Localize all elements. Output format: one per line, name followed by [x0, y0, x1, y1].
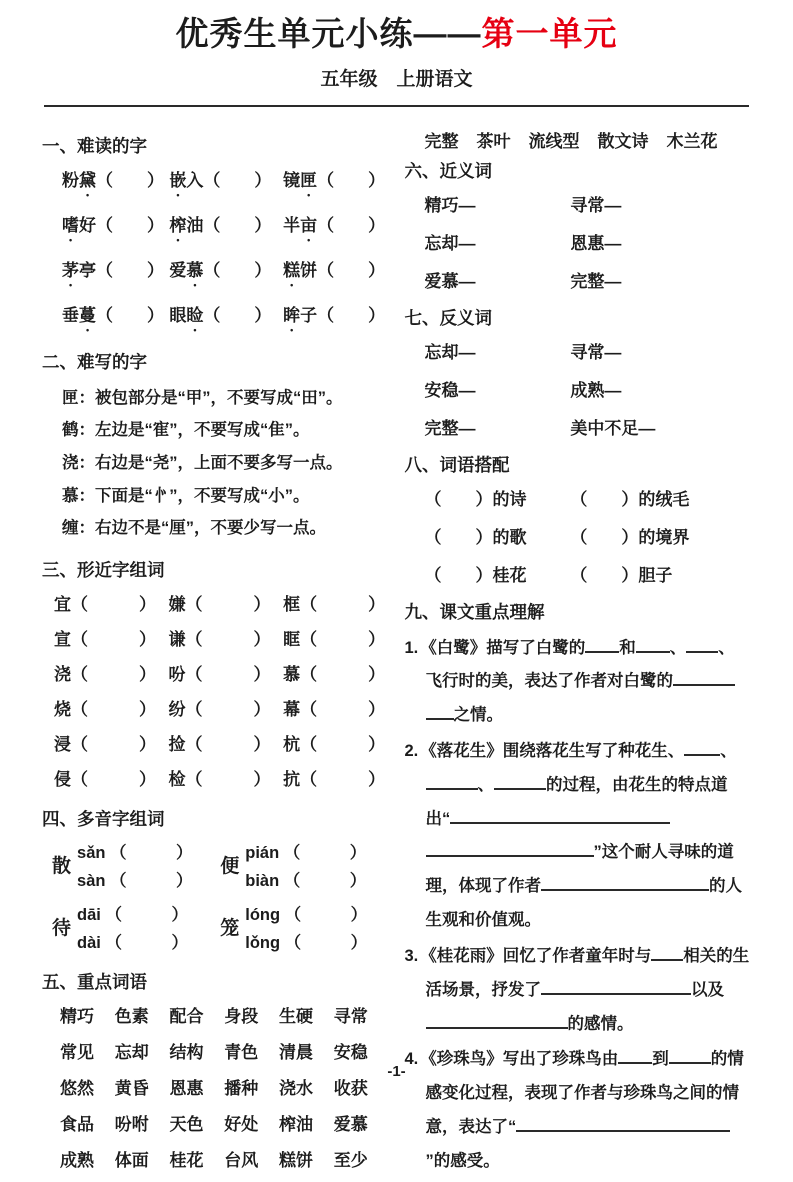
pinyin-paren-blank: （ ）: [96, 170, 164, 190]
polyphone-readings: [245, 839, 366, 891]
section-8-heading: 八、词语搭配: [404, 454, 510, 475]
s8-row: [405, 485, 752, 510]
section-6-heading: 六、近义词: [404, 160, 492, 181]
similar-char: 眶: [283, 629, 301, 649]
key-word: 收获: [333, 1078, 368, 1098]
hard-read-item: [283, 256, 388, 290]
key-words-continued-row: [405, 127, 752, 152]
section-9-heading: 九、课文重点理解: [404, 601, 545, 622]
key-word: 清晨: [279, 1042, 313, 1062]
key-word: 桂花: [169, 1150, 204, 1170]
similar-char: 框: [283, 594, 301, 614]
question-number: 1.: [404, 638, 419, 657]
synonym-item: 忘却—: [424, 233, 476, 253]
polyphone-group: [220, 839, 388, 891]
hard-read-item: [62, 256, 169, 290]
key-word: 悠然: [60, 1078, 94, 1098]
word-paren-blank: （ ）: [110, 843, 193, 862]
key-word: 爱慕: [333, 1114, 368, 1134]
similar-char-cell: [169, 695, 284, 720]
synonym-item: 恩惠—: [570, 233, 622, 253]
word-paren-blank: （ ）: [284, 905, 368, 924]
antonym-item: 完整—: [424, 418, 476, 438]
word-paren-blank: （ ）: [185, 769, 271, 789]
word-paren-blank: （ ）: [105, 905, 188, 924]
hard-read-word: 糕饼: [283, 260, 318, 280]
key-word: 成熟: [60, 1150, 94, 1170]
question-text: ”这个耐人寻味的道理，体现了作者: [425, 843, 734, 896]
polyphone-char: 笼: [220, 918, 240, 940]
key-word: 好处: [224, 1114, 259, 1134]
polyphone-readings: [245, 901, 367, 953]
hard-write-line: 浇：右边是“尧”，上面不要多写一点。: [62, 453, 343, 472]
similar-char-cell: [169, 625, 284, 650]
hard-write-notes: [42, 382, 389, 545]
key-word: 安稳: [333, 1042, 368, 1062]
question-text: 、: [477, 775, 494, 794]
collocation-item: （ ）的境界: [570, 527, 690, 547]
section-3-heading: 三、形近字组词: [42, 559, 165, 580]
s8-row: [405, 561, 752, 586]
question-text: 和: [619, 638, 636, 657]
key-word: 吩咐: [114, 1114, 149, 1134]
pinyin-paren-blank: （ ）: [96, 215, 164, 235]
hard-read-words-grid: [42, 166, 389, 335]
similar-char: 烧: [54, 699, 71, 719]
pinyin-paren-blank: （ ）: [96, 260, 164, 280]
key-word: 恩惠: [169, 1078, 204, 1098]
polyphone-readings: [77, 839, 193, 891]
similar-char: 浸: [54, 734, 71, 754]
pinyin-paren-blank: （ ）: [203, 260, 272, 280]
synonym-item: 寻常—: [570, 195, 622, 215]
key-word: 台风: [224, 1150, 259, 1170]
question-text: 、: [669, 638, 687, 657]
synonym-item: 完整—: [570, 271, 622, 291]
question-text: 相关的生活场景，抒发了: [425, 946, 750, 999]
similar-char-cell: [169, 730, 284, 755]
pinyin-reading: [245, 867, 366, 891]
question-item: [405, 940, 752, 1041]
pinyin-paren-blank: （ ）: [96, 305, 164, 325]
key-word: 流线型: [528, 131, 580, 151]
pinyin-text: sǎn: [77, 843, 111, 862]
fill-blank: [426, 775, 478, 790]
fill-blank: [426, 1014, 568, 1029]
s7-row: [405, 414, 752, 439]
fill-blank: [541, 876, 709, 891]
pinyin-paren-blank: （ ）: [203, 170, 272, 190]
similar-char: 抗: [283, 769, 301, 789]
key-word: 榨油: [279, 1114, 313, 1134]
fill-blank: [494, 775, 546, 790]
word-paren-blank: （ ）: [105, 933, 188, 952]
question-text: 《白鹭》描写了白鹭的: [420, 638, 586, 657]
word-paren-blank: （ ）: [283, 843, 367, 862]
key-word: 黄昏: [114, 1078, 149, 1098]
question-text: 到: [652, 1050, 669, 1069]
similar-char-cell: [283, 695, 388, 720]
similar-char: 吩: [168, 664, 186, 684]
word-paren-blank: （ ）: [300, 664, 386, 684]
key-word: 食品: [60, 1114, 94, 1134]
antonym-item: 忘却—: [424, 342, 476, 362]
question-text: 的人生观和价值观。: [425, 877, 742, 930]
similar-char-cell: [54, 730, 169, 755]
hard-read-item: [169, 301, 283, 335]
question-text: 《落花生》围绕落花生写了种花生、: [420, 742, 685, 761]
key-word: 散文诗: [597, 131, 649, 151]
word-paren-blank: （ ）: [71, 664, 156, 684]
comprehension-questions: [405, 632, 752, 1179]
hard-read-word: 镜匣: [283, 170, 318, 190]
s7-row: [405, 376, 752, 401]
section-4-heading: 四、多音字组词: [42, 808, 165, 829]
page-number: -1-: [387, 1063, 406, 1080]
question-text: 的过程，由花生的特点道出“: [425, 775, 728, 828]
word-paren-blank: （ ）: [300, 629, 386, 649]
word-paren-blank: （ ）: [300, 699, 386, 719]
section-1-heading: 一、难读的字: [42, 135, 147, 156]
hard-read-word: 眼睑: [169, 305, 204, 325]
similar-char-cell: [283, 625, 388, 650]
pinyin-reading: [245, 839, 366, 863]
similar-char: 幕: [283, 699, 301, 719]
word-paren-blank: （ ）: [185, 734, 271, 754]
polyphone-group: [52, 901, 220, 953]
hard-read-word: 榨油: [169, 215, 204, 235]
similar-char-cell: [54, 765, 169, 790]
page-header: [42, 14, 751, 107]
antonym-item: 安稳—: [424, 380, 476, 400]
left-column: [42, 127, 389, 1182]
synonyms-list: [405, 191, 752, 292]
s8-row: [405, 523, 752, 548]
similar-char: 纷: [168, 699, 186, 719]
polyphone-grid: [42, 839, 389, 953]
synonym-item: 精巧—: [424, 195, 476, 215]
similar-char-cell: [283, 660, 388, 685]
pinyin-text: dài: [77, 933, 106, 952]
polyphone-char: 便: [220, 856, 240, 878]
right-column: [405, 127, 752, 1182]
similar-char: 嫌: [168, 594, 186, 614]
key-word: 常见: [60, 1042, 94, 1062]
similar-char-cell: [283, 765, 388, 790]
collocation-item: （ ）的绒毛: [570, 489, 690, 509]
question-text: 的感情。: [567, 1014, 634, 1033]
question-text: 、飞行时的美，表达了作者对白鹭的: [425, 638, 735, 691]
hard-read-item: [283, 166, 388, 200]
question-item: [405, 632, 752, 733]
fill-blank: [541, 980, 691, 995]
key-words-row: [42, 1002, 389, 1027]
hard-read-word: 粉黛: [62, 170, 96, 190]
collocation-item: （ ）的诗: [424, 489, 527, 509]
similar-char: 宜: [54, 594, 71, 614]
polyphone-group: [52, 839, 220, 891]
similar-char: 谦: [168, 629, 186, 649]
antonym-item: 成熟—: [570, 380, 622, 400]
question-text: 的情感变化过程，表现了作者与珍珠鸟之间的情意，表达了“: [425, 1050, 744, 1136]
s6-row: [405, 229, 752, 254]
key-word: 茶叶: [476, 131, 511, 151]
hard-read-item: [62, 166, 169, 200]
similar-char-cell: [169, 590, 284, 615]
polyphone-char: 散: [52, 856, 72, 878]
collocations-list: [405, 485, 752, 586]
section-5-heading: 五、重点词语: [42, 971, 147, 992]
title-black-text: 优秀生单元小练——: [175, 15, 482, 52]
key-word: 天色: [169, 1114, 204, 1134]
antonym-item: 寻常—: [570, 342, 622, 362]
key-word: 浇水: [279, 1078, 313, 1098]
polyphone-char: 待: [52, 918, 72, 940]
word-paren-blank: （ ）: [185, 594, 271, 614]
page-title: [42, 14, 751, 54]
question-number: 4.: [404, 1050, 419, 1069]
hard-read-word: 嗜好: [62, 215, 96, 235]
hard-read-word: 眸子: [283, 305, 318, 325]
similar-chars-grid: [42, 590, 389, 790]
key-word: 生硬: [279, 1006, 313, 1026]
question-item: [405, 735, 752, 938]
hard-read-item: [283, 211, 388, 245]
key-words-rows: [42, 1002, 389, 1171]
hard-read-item: [62, 211, 169, 245]
hard-read-word: 茅亭: [62, 260, 96, 280]
question-text: 之情。: [453, 706, 503, 725]
key-words-row: [42, 1146, 389, 1171]
similar-char-cell: [169, 765, 284, 790]
pinyin-text: sàn: [77, 871, 111, 890]
similar-char: 捡: [168, 734, 186, 754]
key-word: 糕饼: [279, 1150, 313, 1170]
question-text: 、: [720, 742, 737, 761]
similar-char: 侵: [54, 769, 71, 789]
hard-read-item: [169, 166, 283, 200]
pinyin-reading: [77, 867, 193, 891]
pinyin-reading: [77, 929, 188, 953]
section-2-heading: 二、难写的字: [42, 351, 147, 372]
key-words-row: [42, 1038, 389, 1063]
similar-char-cell: [54, 590, 169, 615]
fill-blank: [673, 671, 735, 686]
key-word: 配合: [169, 1006, 204, 1026]
pinyin-text: lǒng: [245, 933, 285, 952]
similar-char-cell: [169, 660, 284, 685]
key-word: 体面: [114, 1150, 149, 1170]
section-7-heading: 七、反义词: [404, 307, 492, 328]
collocation-item: （ ）胆子: [570, 565, 673, 585]
hard-write-line: 缠：右边不是“厘”，不要少写一点。: [62, 519, 326, 538]
s6-row: [405, 267, 752, 292]
question-text: 以及: [691, 980, 724, 999]
page-subtitle: 五年级 上册语文: [320, 68, 473, 90]
word-paren-blank: （ ）: [71, 699, 156, 719]
pinyin-text: dāi: [77, 905, 106, 924]
question-number: 3.: [404, 946, 419, 965]
key-word: 色素: [114, 1006, 149, 1026]
key-word: 至少: [333, 1150, 368, 1170]
hard-read-word: 半亩: [283, 215, 318, 235]
fill-blank: [516, 1117, 712, 1132]
pinyin-reading: [245, 929, 367, 953]
word-paren-blank: （ ）: [71, 594, 156, 614]
similar-char-cell: [54, 625, 169, 650]
s6-row: [405, 191, 752, 216]
question-text: 《珍珠鸟》写出了珍珠鸟由: [420, 1050, 619, 1069]
hard-write-line: 鹤：左边是“寉”，不要写成“隹”。: [62, 421, 310, 440]
hard-write-line: 慕：下面是“㣺”，不要写成“小”。: [62, 486, 310, 505]
fill-blank: [712, 1117, 730, 1132]
hard-read-item: [169, 256, 283, 290]
similar-char-cell: [283, 590, 388, 615]
key-word: 忘却: [114, 1042, 149, 1062]
key-word: 寻常: [333, 1006, 368, 1026]
word-paren-blank: （ ）: [185, 699, 271, 719]
question-text: ”的感受。: [425, 1151, 500, 1170]
similar-char: 慕: [283, 664, 301, 684]
key-words-row: [42, 1110, 389, 1135]
pinyin-text: biàn: [245, 871, 284, 890]
word-paren-blank: （ ）: [284, 933, 368, 952]
hard-read-word: 嵌入: [169, 170, 204, 190]
hard-read-word: 爱慕: [169, 260, 204, 280]
word-paren-blank: （ ）: [71, 629, 156, 649]
similar-char: 杭: [283, 734, 301, 754]
pinyin-text: lóng: [245, 905, 285, 924]
polyphone-readings: [77, 901, 188, 953]
similar-char: 宣: [54, 629, 71, 649]
question-text: 《桂花雨》回忆了作者童年时与: [420, 946, 652, 965]
fill-blank: [426, 842, 594, 857]
pinyin-paren-blank: （ ）: [203, 215, 272, 235]
word-paren-blank: （ ）: [300, 594, 386, 614]
fill-blank: [636, 638, 670, 653]
word-paren-blank: （ ）: [300, 769, 386, 789]
similar-char: 检: [168, 769, 186, 789]
title-unit-red-text: 第一单元: [481, 15, 618, 52]
word-paren-blank: （ ）: [185, 664, 271, 684]
fill-blank: [426, 705, 454, 720]
fill-blank: [651, 946, 683, 961]
collocation-item: （ ）的歌: [424, 527, 527, 547]
pinyin-paren-blank: （ ）: [203, 305, 272, 325]
pinyin-reading: [77, 839, 193, 863]
collocation-item: （ ）桂花: [424, 565, 527, 585]
similar-char-cell: [54, 660, 169, 685]
hard-read-item: [283, 301, 388, 335]
pinyin-text: pián: [245, 843, 284, 862]
s7-row: [405, 338, 752, 363]
fill-blank: [585, 638, 619, 653]
word-paren-blank: （ ）: [283, 871, 367, 890]
word-paren-blank: （ ）: [71, 769, 156, 789]
antonym-item: 美中不足—: [570, 418, 656, 438]
key-word: 身段: [224, 1006, 259, 1026]
content-columns: [42, 127, 751, 1182]
polyphone-group: [220, 901, 388, 953]
similar-char-cell: [283, 730, 388, 755]
key-word: 木兰花: [666, 131, 718, 151]
similar-char-cell: [54, 695, 169, 720]
hard-read-item: [62, 301, 169, 335]
word-paren-blank: （ ）: [300, 734, 386, 754]
key-word: 精巧: [60, 1006, 94, 1026]
pinyin-reading: [77, 901, 188, 925]
pinyin-paren-blank: （ ）: [317, 260, 386, 280]
fill-blank: [686, 638, 718, 653]
key-word: 播种: [224, 1078, 259, 1098]
synonym-item: 爱慕—: [424, 271, 476, 291]
pinyin-paren-blank: （ ）: [317, 170, 386, 190]
key-word: 完整: [424, 131, 459, 151]
word-paren-blank: （ ）: [71, 734, 156, 754]
header-divider: [44, 105, 749, 107]
hard-read-word: 垂蔓: [62, 305, 96, 325]
key-word: 结构: [169, 1042, 204, 1062]
hard-write-line: 匣：被包部分是“甲”，不要写成“田”。: [62, 388, 343, 407]
word-paren-blank: （ ）: [185, 629, 271, 649]
pinyin-paren-blank: （ ）: [317, 305, 386, 325]
word-paren-blank: （ ）: [110, 871, 193, 890]
similar-char: 浇: [54, 664, 71, 684]
fill-blank: [450, 809, 670, 824]
key-word: 青色: [224, 1042, 259, 1062]
pinyin-paren-blank: （ ）: [317, 215, 386, 235]
question-number: 2.: [404, 742, 419, 761]
antonyms-list: [405, 338, 752, 439]
hard-read-item: [169, 211, 283, 245]
fill-blank: [684, 741, 720, 756]
pinyin-reading: [245, 901, 367, 925]
